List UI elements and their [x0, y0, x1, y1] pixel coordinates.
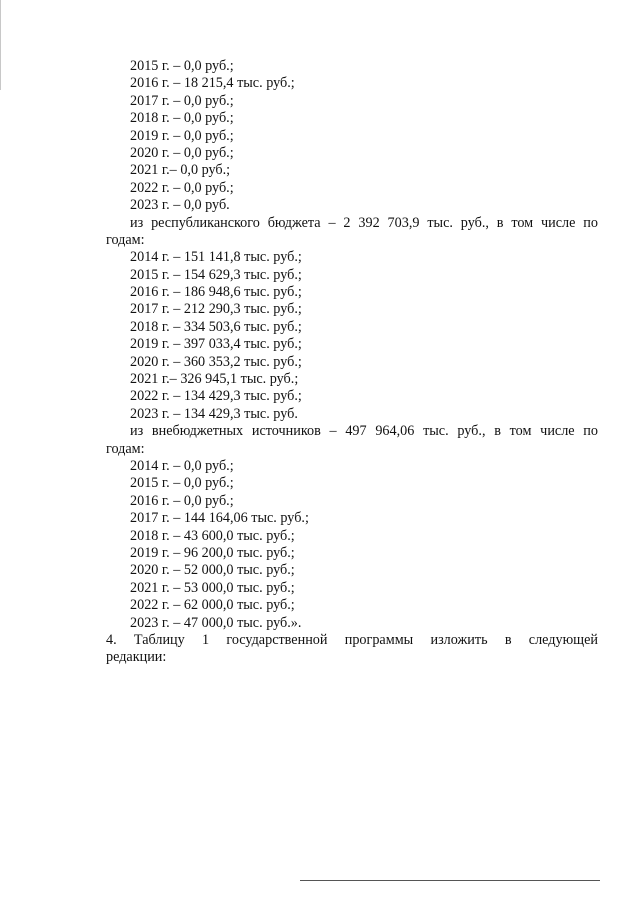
year-line: 2022 г. – 134 429,3 тыс. руб.; [130, 388, 302, 405]
year-line: 2020 г. – 52 000,0 тыс. руб.; [130, 562, 295, 579]
extrabudget-intro-cont: годам: [106, 440, 145, 457]
year-line: 2017 г. – 0,0 руб.; [130, 92, 234, 109]
year-line: 2016 г. – 186 948,6 тыс. руб.; [130, 284, 302, 301]
year-line: 2019 г. – 0,0 руб.; [130, 127, 234, 144]
item-4-paragraph-cont: редакции: [106, 649, 167, 666]
year-line: 2019 г. – 397 033,4 тыс. руб.; [130, 336, 302, 353]
federal-budget-years-list [106, 58, 598, 215]
year-line: 2023 г. – 134 429,3 тыс. руб. [130, 405, 298, 422]
year-line: 2020 г. – 360 353,2 тыс. руб.; [130, 353, 302, 370]
republican-budget-intro: из республиканского бюджета – 2 392 703,9 тыс. руб., в том числе по [130, 214, 598, 231]
republican-budget-intro-cont: годам: [106, 231, 145, 248]
year-line: 2016 г. – 18 215,4 тыс. руб.; [130, 75, 295, 92]
document-body [106, 58, 598, 667]
year-line: 2018 г. – 334 503,6 тыс. руб.; [130, 318, 302, 335]
year-line: 2014 г. – 151 141,8 тыс. руб.; [130, 249, 302, 266]
republican-budget-years-list [106, 249, 598, 423]
scan-edge-mark [0, 0, 1, 90]
year-line: 2021 г. – 53 000,0 тыс. руб.; [130, 579, 295, 596]
year-line: 2015 г. – 154 629,3 тыс. руб.; [130, 266, 302, 283]
year-line: 2021 г.– 0,0 руб.; [130, 162, 231, 179]
year-line: 2020 г. – 0,0 руб.; [130, 144, 234, 161]
year-line: 2022 г. – 62 000,0 тыс. руб.; [130, 597, 295, 614]
year-line: 2016 г. – 0,0 руб.; [130, 492, 234, 509]
year-line: 2017 г. – 212 290,3 тыс. руб.; [130, 301, 302, 318]
year-line: 2023 г. – 47 000,0 тыс. руб.». [130, 614, 302, 631]
year-line: 2014 г. – 0,0 руб.; [130, 457, 234, 474]
extrabudget-intro: из внебюджетных источников – 497 964,06 тыс. руб., в том числе по [130, 423, 598, 440]
year-line: 2015 г. – 0,0 руб.; [130, 58, 234, 74]
item-4-paragraph: 4. Таблицу 1 государственной программы изложить в следующей [106, 631, 598, 648]
year-line: 2018 г. – 0,0 руб.; [130, 110, 234, 127]
year-line: 2015 г. – 0,0 руб.; [130, 475, 234, 492]
year-line: 2021 г.– 326 945,1 тыс. руб.; [130, 371, 299, 388]
year-line: 2017 г. – 144 164,06 тыс. руб.; [130, 510, 309, 527]
year-line: 2022 г. – 0,0 руб.; [130, 179, 234, 196]
extrabudget-years-list [106, 458, 598, 632]
year-line: 2023 г. – 0,0 руб. [130, 197, 230, 214]
year-line: 2018 г. – 43 600,0 тыс. руб.; [130, 527, 295, 544]
bottom-rule-divider [300, 880, 600, 881]
year-line: 2019 г. – 96 200,0 тыс. руб.; [130, 544, 295, 561]
